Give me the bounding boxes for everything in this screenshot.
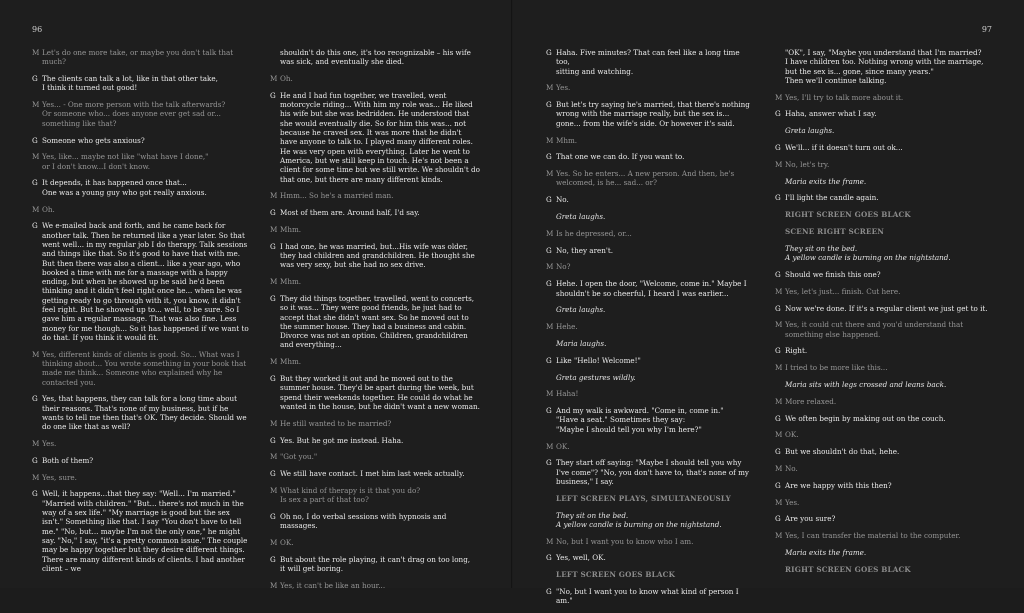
- speaker-label: G: [32, 74, 38, 84]
- dialogue-line: [546, 553, 754, 562]
- line-text: Yes. So he enters... A new person. And then, he's welcomed, is he... sad... or?: [556, 169, 735, 188]
- line-text: Yes. But he got me instead. Haha.: [280, 435, 404, 445]
- speaker-label: G: [32, 455, 38, 465]
- dialogue-line: [270, 436, 480, 445]
- dialogue-line: [775, 93, 990, 102]
- line-text: And my walk is awkward. "Come in, come in." "Have a seat." Sometimes they say: "Maybe I should tell you why I'm here?": [556, 406, 724, 434]
- line-text: Oh.: [42, 204, 55, 214]
- line-text: But let's try saying he's married, that there's nothing wrong with the marriage really, but the sex is... gone... from the wife's side. Or however it's said.: [556, 100, 750, 128]
- line-text: Greta laughs.: [556, 212, 606, 222]
- stage-direction: [775, 126, 990, 135]
- speaker-label: M: [32, 100, 40, 110]
- speaker-label: M: [775, 497, 783, 507]
- dialogue-line: [546, 169, 754, 188]
- text-column: [270, 48, 480, 598]
- speaker-label: M: [270, 538, 278, 548]
- line-text: The clients can talk a lot, like in that other take, I think it turned out good!: [42, 74, 218, 93]
- dialogue-line: [32, 221, 252, 342]
- text-column: [775, 48, 990, 582]
- line-text: OK.: [280, 538, 294, 548]
- speaker-label: M: [270, 357, 278, 367]
- line-text: Mhm.: [556, 135, 578, 145]
- line-text: Should we finish this one?: [785, 269, 881, 279]
- line-text: Yes, it could cut there and you'd understand that something else happened.: [785, 320, 964, 339]
- dialogue-line: [775, 430, 990, 439]
- dialogue-line: [546, 262, 754, 271]
- dialogue-line: [270, 581, 480, 590]
- line-text: No?: [556, 262, 571, 272]
- page-number: 96: [32, 25, 43, 34]
- speaker-label: G: [32, 135, 38, 145]
- speaker-label: G: [775, 480, 781, 490]
- speaker-label: G: [546, 553, 552, 563]
- speaker-label: M: [546, 536, 554, 546]
- dialogue-line: [775, 304, 990, 313]
- speaker-label: G: [546, 245, 552, 255]
- dialogue-line: [270, 357, 480, 366]
- line-text: No, but I want you to know who I am.: [556, 536, 694, 546]
- line-text: Like "Hello! Welcome!": [556, 355, 641, 365]
- line-text: Maria exits the frame.: [785, 548, 867, 557]
- dialogue-line: [32, 473, 252, 482]
- line-text: SCENE RIGHT SCREEN: [785, 227, 885, 237]
- dialogue-line: [546, 83, 754, 92]
- line-text: What kind of therapy is it that you do? Is sex a part of that too?: [280, 485, 421, 505]
- speaker-label: M: [270, 277, 278, 287]
- dialogue-line: [270, 91, 480, 184]
- speaker-label: G: [775, 193, 781, 203]
- line-text: No, let's try.: [785, 159, 830, 169]
- dialogue-line: [270, 452, 480, 461]
- line-text: OK.: [785, 430, 799, 440]
- line-text: Yes, sure.: [42, 472, 77, 482]
- line-text: LEFT SCREEN GOES BLACK: [556, 570, 676, 580]
- speaker-label: G: [270, 293, 276, 303]
- dialogue-line: [775, 287, 990, 296]
- line-text: We'll... if it doesn't turn out ok...: [785, 143, 903, 153]
- dialogue-line: [775, 498, 990, 507]
- line-text: Yes, I'll try to talk more about it.: [785, 92, 904, 102]
- speaker-label: G: [32, 489, 38, 499]
- line-text: Hehe. I open the door, "Welcome, come in." Maybe I shouldn't be so cheerful, I heard I was earlier...: [556, 279, 747, 298]
- dialogue-line: [270, 277, 480, 286]
- line-text: They sit on the bed. A yellow candle is burning on the nightstand.: [785, 243, 951, 263]
- line-text: Greta laughs.: [556, 305, 606, 315]
- speaker-label: G: [775, 346, 781, 356]
- speaker-label: M: [32, 48, 40, 57]
- speaker-label: M: [775, 286, 783, 296]
- speaker-label: M: [32, 349, 40, 359]
- stage-direction: [546, 305, 754, 314]
- dialogue-line: [270, 555, 480, 574]
- line-text: Someone who gets anxious?: [42, 135, 145, 145]
- dialogue-line: [775, 346, 990, 355]
- line-text: No.: [556, 195, 569, 205]
- dialogue-line: [775, 397, 990, 406]
- dialogue-line: [546, 537, 754, 546]
- line-text: Yes.: [785, 497, 800, 507]
- dialogue-line: [270, 242, 480, 270]
- dialogue-line: [775, 143, 990, 152]
- line-text: Yes, like... maybe not like "what have I done," or I don't know...I don't know.: [42, 152, 209, 171]
- line-text: "No, but I want you to know what kind of person I am.": [556, 586, 739, 606]
- scene-heading: [775, 565, 990, 574]
- dialogue-line: [32, 456, 252, 465]
- line-text: But we shouldn't do that, hehe.: [785, 447, 900, 457]
- speaker-label: G: [775, 447, 781, 457]
- dialogue-line: [775, 193, 990, 202]
- scene-heading: [546, 494, 754, 503]
- dialogue-line: [32, 152, 252, 171]
- line-text: RIGHT SCREEN GOES BLACK: [785, 564, 911, 574]
- speaker-label: M: [270, 224, 278, 234]
- speaker-label: M: [546, 228, 554, 238]
- dialogue-line: [775, 514, 990, 523]
- line-text: Yes, let's just... finish. Cut here.: [785, 286, 901, 296]
- line-text: We often begin by making out on the couch.: [785, 413, 946, 423]
- text-column: [32, 48, 252, 581]
- line-text: Hehe.: [556, 322, 578, 332]
- stage-direction: [775, 380, 990, 389]
- line-text: Are you sure?: [785, 514, 836, 524]
- dialogue-line: [32, 350, 252, 387]
- speaker-label: G: [270, 90, 276, 100]
- dialogue-line: [546, 229, 754, 238]
- stage-direction: [546, 339, 754, 348]
- scene-heading: [546, 570, 754, 579]
- text-column: [546, 48, 754, 613]
- page-number: 97: [981, 25, 992, 34]
- stage-direction: [546, 212, 754, 221]
- dialogue-line: [270, 512, 480, 531]
- speaker-label: G: [32, 178, 38, 188]
- speaker-label: G: [32, 221, 38, 231]
- line-text: That one we can do. If you want to.: [556, 152, 685, 162]
- stage-direction: [546, 373, 754, 382]
- dialogue-line: [270, 538, 480, 547]
- line-text: Mhm.: [280, 277, 302, 287]
- scene-heading: [775, 210, 990, 219]
- dialogue-line: [32, 48, 252, 67]
- speaker-label: M: [270, 418, 278, 428]
- dialogue-line: [546, 195, 754, 204]
- speaker-label: M: [546, 135, 554, 145]
- line-text: Greta laughs.: [785, 126, 835, 136]
- line-text: Haha, answer what I say.: [785, 109, 877, 119]
- line-text: Right.: [785, 346, 808, 356]
- line-text: Maria exits the frame.: [785, 176, 867, 186]
- stage-direction: [775, 548, 990, 557]
- dialogue-line: [775, 320, 990, 339]
- line-text: He and I had fun together, we travelled, went motorcycle riding... With him my role was... He liked his wife but she was bedridden. He understood that she would eventually die. So for him this was... not because he craved sex. It was more that he didn't have anyone to talk to. I played many different roles. He was very open with everything. Later he went to America, but we still keep in touch. He's not been a client for some time but we still write. We shouldn't do that one, but there are many different kinds.: [280, 90, 480, 184]
- speaker-label: G: [270, 374, 276, 384]
- line-text: Both of them?: [42, 455, 94, 465]
- line-text: More relaxed.: [785, 396, 837, 406]
- line-text: Well, it happens...that they say: "Well... I'm married." "Married with children." "But... there's not much in the way of a sex life." "My marriage is good but the sex isn't." Something like that. I say "You don't have to tell me." "No, but... maybe I'm not the only one," he might say. "No," I say, "it's a pretty common issue." The couple may be happy together but they desire different things. There are many different kinds of clients. I had another client – we: [42, 489, 248, 573]
- speaker-label: G: [546, 195, 552, 205]
- speaker-label: G: [270, 241, 276, 251]
- speaker-label: M: [775, 320, 783, 330]
- dialogue-line: [270, 208, 480, 217]
- speaker-label: M: [775, 363, 783, 373]
- speaker-label: M: [546, 389, 554, 399]
- speaker-label: G: [546, 279, 552, 289]
- speaker-label: G: [270, 208, 276, 218]
- line-text: Yes, different kinds of clients is good. So... What was I thinking about... You wrote something in your book that made me think... Someone who explained why he contacted you.: [42, 349, 247, 387]
- line-text: Yes, that happens, they can talk for a long time about their reasons. That's none of my business, but if he wants to tell me then that's OK. They decide. Should we do one like that as well?: [42, 394, 247, 432]
- speaker-label: G: [546, 458, 552, 468]
- speaker-label: M: [32, 472, 40, 482]
- left-page: [0, 0, 512, 588]
- dialogue-line: [546, 100, 754, 128]
- speaker-label: M: [270, 452, 278, 462]
- scene-heading: [775, 227, 990, 236]
- line-text: Yes.: [556, 83, 571, 93]
- line-text: Yes.: [42, 439, 57, 449]
- dialogue-line: [270, 374, 480, 411]
- speaker-label: M: [270, 580, 278, 590]
- speaker-label: M: [32, 152, 40, 162]
- line-text: Mhm.: [280, 357, 302, 367]
- speaker-label: G: [546, 355, 552, 365]
- speaker-label: G: [775, 269, 781, 279]
- line-text: Are we happy with this then?: [785, 480, 892, 490]
- speaker-label: G: [546, 586, 552, 596]
- line-text: But about the role playing, it can't drag on too long, it will get boring.: [280, 554, 471, 574]
- speaker-label: G: [775, 413, 781, 423]
- line-text: Oh no, I do verbal sessions with hypnosis and massages.: [280, 511, 447, 531]
- line-text: Yes, well, OK.: [556, 553, 606, 563]
- speaker-label: G: [775, 514, 781, 524]
- speaker-label: G: [270, 511, 276, 521]
- speaker-label: M: [775, 396, 783, 406]
- line-text: Maria sits with legs crossed and leans back.: [785, 380, 947, 390]
- dialogue-line: [546, 152, 754, 161]
- speaker-label: G: [32, 394, 38, 404]
- dialogue-line: [32, 489, 252, 573]
- dialogue-line: [775, 481, 990, 490]
- dialogue-line: [270, 225, 480, 234]
- dialogue-line: [775, 270, 990, 279]
- line-text: We e-mailed back and forth, and he came back for another talk. Then he returned like a year later. So that went well... in my regular job I do therapy. Talk sessions and things like that. So it's good to have that with me. But then there was also a client... like a year ago, who booked a time with me for a massage with a happy ending, but when he showed up he said he'd been thinking and it didn't feel right once he... when he was getting ready to go through with it, you know, it didn't feel right. But he showed up to... well, to be sure. So I gave him a regular massage. That was also fine. Less money for me though... So it has happened if we want to do that. If you think it would fit.: [42, 221, 249, 342]
- speaker-label: M: [546, 441, 554, 451]
- dialogue-line: [546, 48, 754, 76]
- line-text: Greta gestures wildly.: [556, 372, 636, 382]
- line-text: They sit on the bed. A yellow candle is burning on the nightstand.: [556, 510, 722, 529]
- line-text: Let's do one more take, or maybe you don't talk that much?: [42, 48, 234, 67]
- dialogue-line: [546, 246, 754, 255]
- speaker-label: M: [270, 191, 278, 201]
- line-text: Haha!: [556, 389, 579, 399]
- line-text: Most of them are. Around half, I'd say.: [280, 208, 420, 218]
- speaker-label: G: [775, 303, 781, 313]
- line-text: But they worked it out and he moved out to the summer house. They'd be apart during the week, but spend their weekends together. He could do what he wanted in the house, but he didn't want a new woman.: [280, 374, 480, 411]
- dialogue-line: [775, 447, 990, 456]
- speaker-label: M: [270, 74, 278, 84]
- speaker-label: M: [775, 464, 783, 474]
- right-page: [513, 0, 1024, 606]
- speaker-label: G: [270, 554, 276, 564]
- dialogue-line: [546, 279, 754, 298]
- speaker-label: M: [546, 169, 554, 179]
- speaker-label: G: [546, 100, 552, 110]
- dialogue-line: [775, 160, 990, 169]
- dialogue-line: [546, 406, 754, 434]
- speaker-label: M: [775, 159, 783, 169]
- dialogue-line: [775, 414, 990, 423]
- dialogue-line: [775, 363, 990, 372]
- stage-direction: [775, 244, 990, 263]
- speaker-label: G: [270, 435, 276, 445]
- line-text: I had one, he was married, but...His wife was older, they had children and grandchildren. He thought she was very sexy, but she had no sex drive.: [280, 241, 475, 270]
- stage-direction: [775, 177, 990, 186]
- dialogue-line: [270, 486, 480, 505]
- line-text: They start off saying: "Maybe I should tell you why I've come"? "No, you don't have to, that's none of my business," I say.: [556, 458, 749, 486]
- speaker-label: G: [546, 152, 552, 162]
- dialogue-line: [775, 531, 990, 540]
- speaker-label: M: [546, 83, 554, 93]
- line-text: LEFT SCREEN PLAYS, SIMULTANEOUSLY: [556, 493, 732, 503]
- line-text: No, they aren't.: [556, 245, 614, 255]
- line-text: "OK", I say, "Maybe you understand that I'm married? I have children too. Nothing wrong with the marriage, but the sex is... gone, since many years." Then we'll continue talking.: [785, 48, 984, 85]
- line-text: Hmm... So he's a married man.: [280, 191, 394, 201]
- dialogue-line: [546, 389, 754, 398]
- dialogue-line: [32, 74, 252, 93]
- dialogue-line: [270, 294, 480, 350]
- speaker-label: M: [775, 430, 783, 440]
- speaker-label: G: [546, 406, 552, 416]
- line-text: Mhm.: [280, 224, 302, 234]
- speaker-label: M: [32, 439, 40, 449]
- speaker-label: G: [775, 109, 781, 119]
- line-text: Yes, I can transfer the material to the computer.: [785, 531, 961, 541]
- line-text: Yes... - One more person with the talk afterwards? Or someone who... does anyone ever get sad or... something like that?: [42, 100, 226, 128]
- line-text: shouldn't do this one, it's too recognizable – his wife was sick, and eventually she died.: [280, 48, 471, 67]
- speaker-label: M: [546, 262, 554, 272]
- speaker-label: M: [775, 531, 783, 541]
- line-text: Is he depressed, or...: [556, 228, 632, 238]
- dialogue-line: [32, 394, 252, 431]
- dialogue-line: [32, 439, 252, 448]
- line-text: It depends, it has happened once that... One was a young guy who got really anxious.: [42, 178, 207, 197]
- speaker-label: M: [270, 485, 278, 495]
- dialogue-line: [32, 136, 252, 145]
- line-text: I'll light the candle again.: [785, 193, 879, 203]
- dialogue-line: [546, 442, 754, 451]
- speaker-label: M: [32, 204, 40, 214]
- speaker-label: M: [775, 92, 783, 102]
- line-text: Now we're done. If it's a regular client we just get to it.: [785, 303, 988, 313]
- line-text: I tried to be more like this...: [785, 363, 888, 373]
- line-text: We still have contact. I met him last week actually.: [280, 469, 465, 479]
- dialogue-line: [270, 469, 480, 478]
- speaker-label: G: [546, 48, 552, 57]
- dialogue-line: [775, 109, 990, 118]
- dialogue-line: [546, 587, 754, 606]
- line-text: Yes, it can't be like an hour...: [280, 580, 386, 590]
- dialogue-line: [270, 74, 480, 83]
- dialogue-line: [775, 48, 990, 85]
- line-text: Maria laughs.: [556, 338, 607, 348]
- stage-direction: [546, 511, 754, 530]
- line-text: "Got you.": [280, 452, 318, 462]
- dialogue-line: [32, 178, 252, 197]
- line-text: Haha. Five minutes? That can feel like a long time too, sitting and watching.: [556, 48, 740, 76]
- speaker-label: G: [775, 143, 781, 153]
- line-text: He still wanted to be married?: [280, 418, 392, 428]
- dialogue-line: [546, 356, 754, 365]
- line-text: They did things together, travelled, went to concerts, so it was... They were good friends, he just had to accept that she didn't want sex. So he moved out to the summer house. They had a business and cabin. Divorce was not an option. Children, grandchildren and everything...: [280, 293, 475, 350]
- speaker-label: G: [270, 469, 276, 479]
- line-text: OK.: [556, 441, 570, 451]
- line-text: No.: [785, 464, 798, 474]
- line-text: RIGHT SCREEN GOES BLACK: [785, 210, 911, 220]
- dialogue-line: [775, 464, 990, 473]
- dialogue-line: [546, 136, 754, 145]
- speaker-label: M: [546, 322, 554, 332]
- dialogue-line: [270, 48, 480, 67]
- dialogue-line: [32, 100, 252, 128]
- dialogue-line: [546, 458, 754, 486]
- dialogue-line: [32, 205, 252, 214]
- dialogue-line: [546, 322, 754, 331]
- dialogue-line: [270, 419, 480, 428]
- dialogue-line: [270, 191, 480, 200]
- line-text: Oh.: [280, 74, 293, 84]
